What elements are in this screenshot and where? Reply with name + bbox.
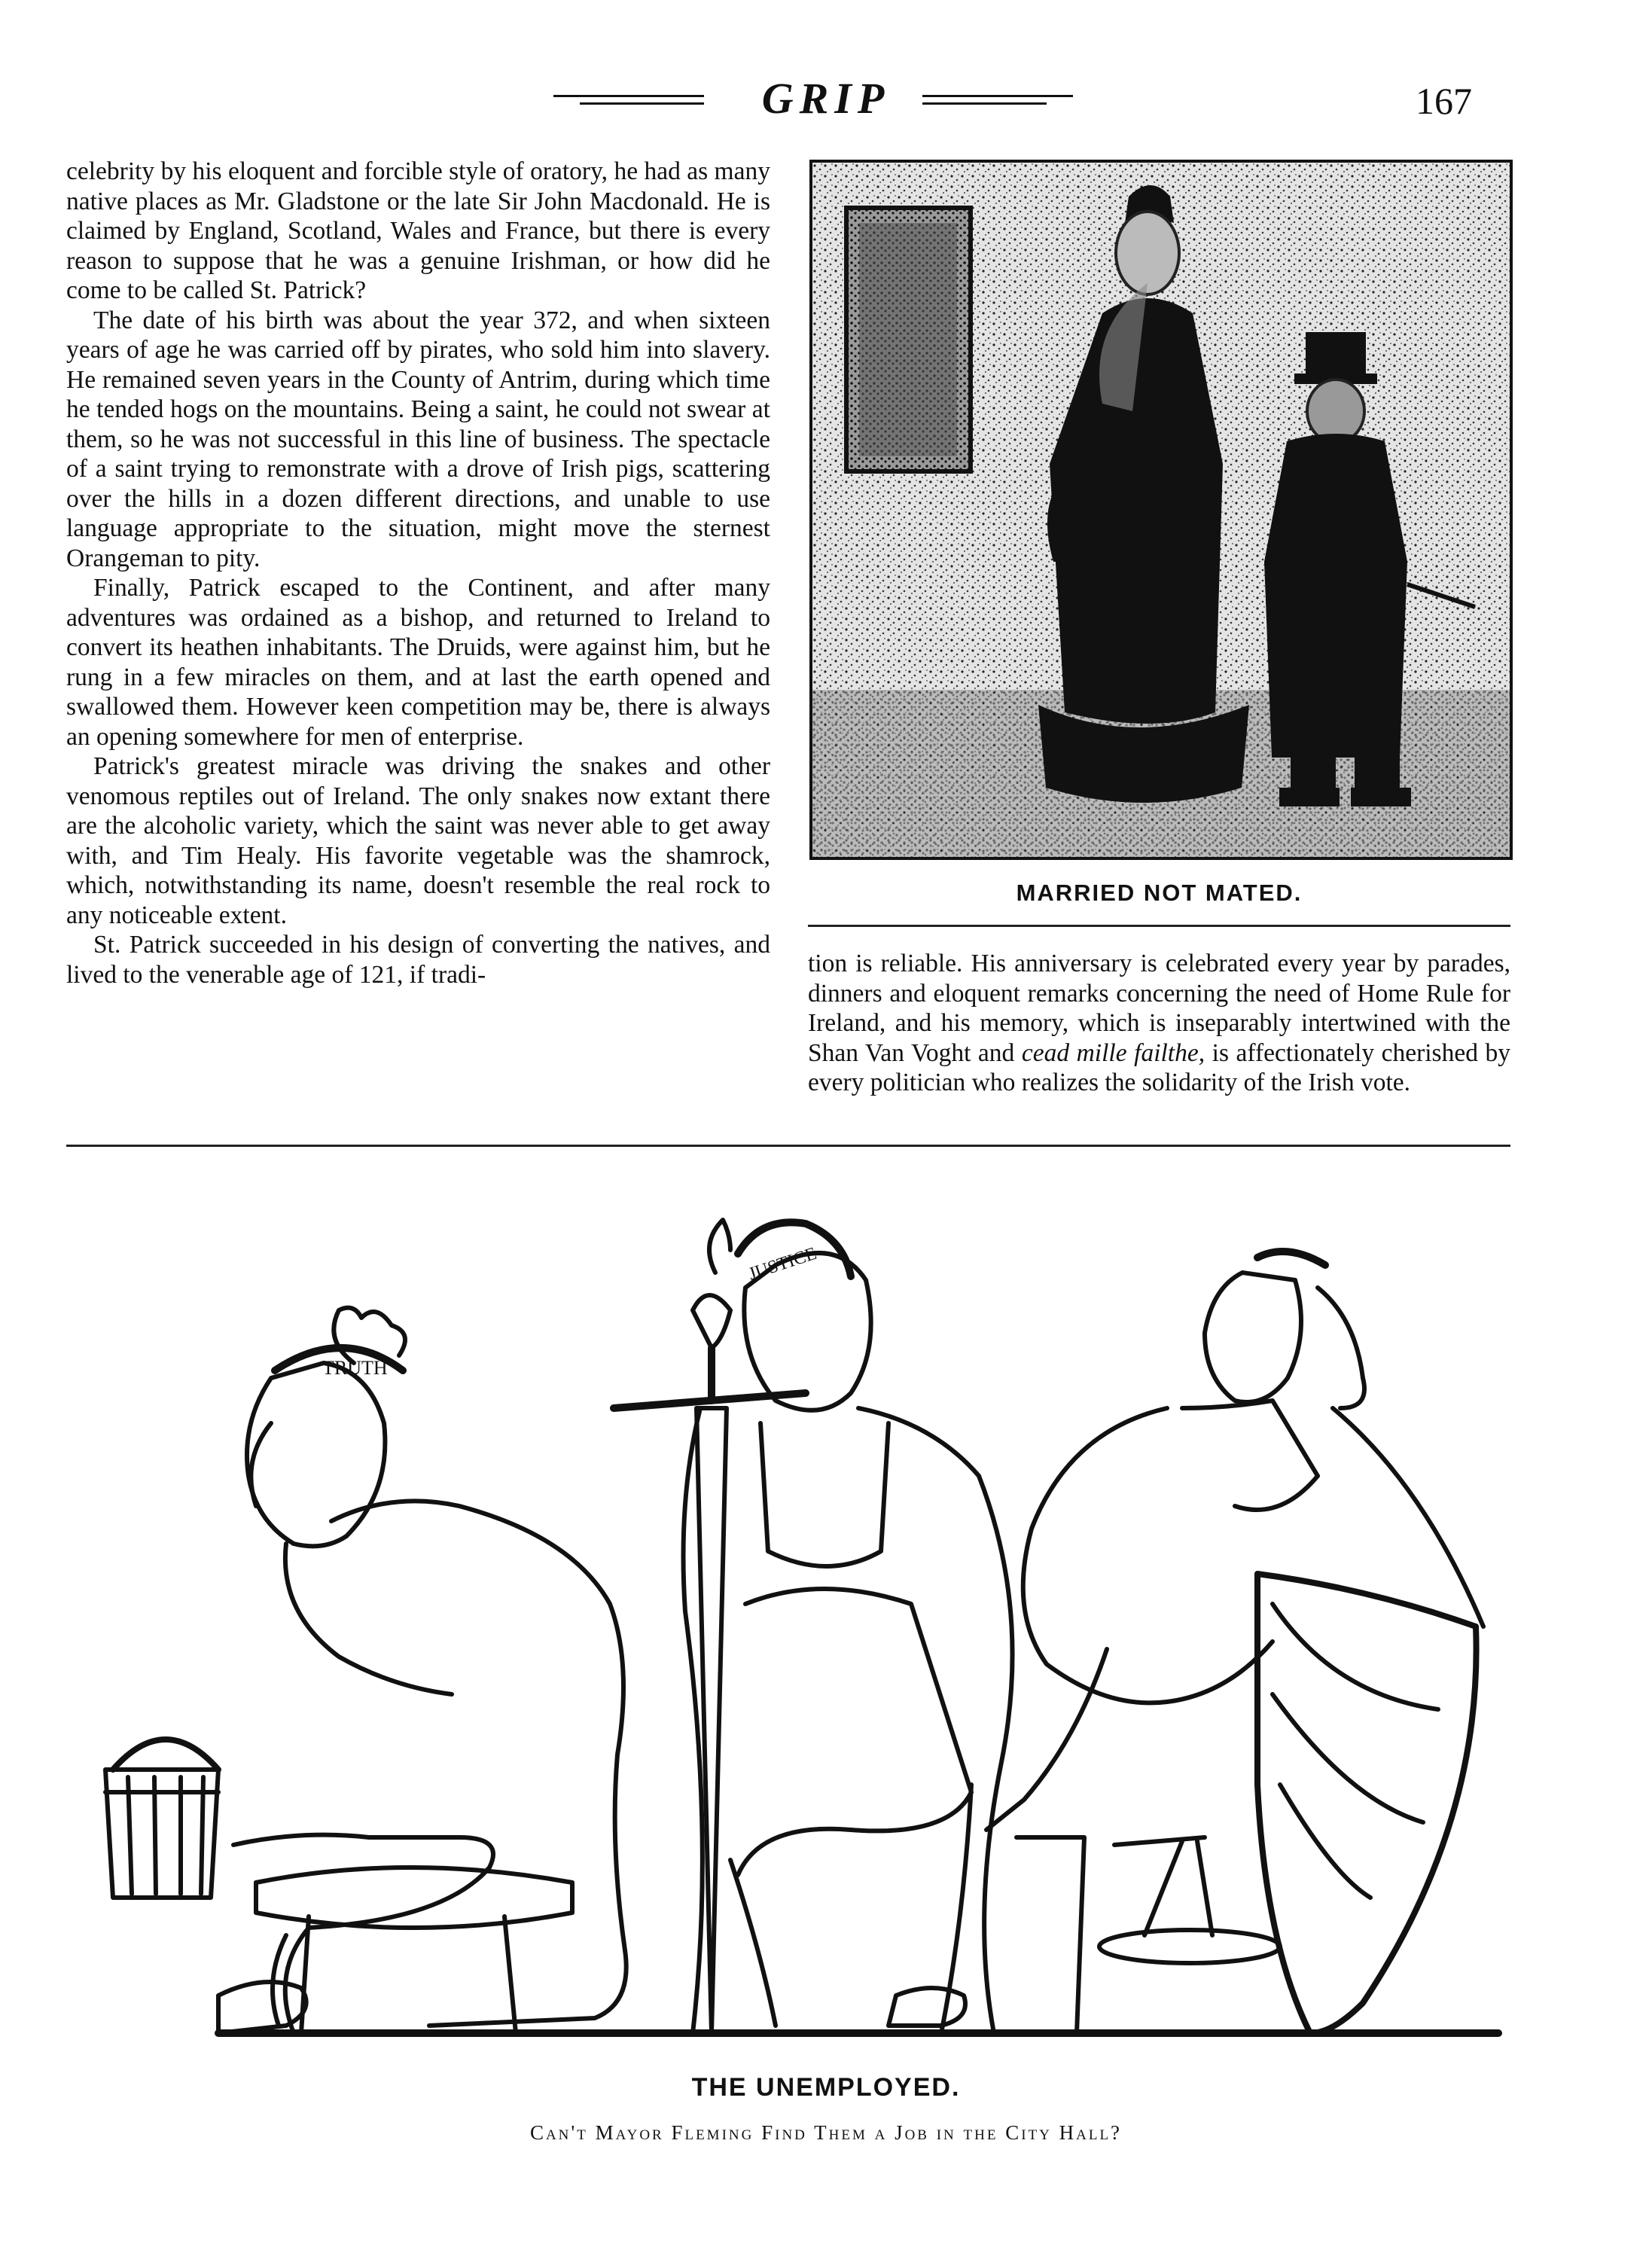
paragraph: celebrity by his eloquent and forcible style of oratory, he had as many native places as Mr. Gladstone or the late Sir John Macdonald. He is claimed by England, Scotland, Wales and France, but there is every reason to suppose that he was a genuine Irishman, or how did he come to be called St. Patrick? — [66, 157, 770, 304]
third-head — [1205, 1273, 1301, 1402]
bucket — [105, 1739, 218, 1898]
text-segment: is affectionately cherished by every politician who realizes the solidarity of the Irish vote. — [808, 1038, 1510, 1096]
caption-divider — [808, 925, 1510, 927]
justice-cloak-right — [858, 1408, 1013, 2033]
paragraph — [808, 949, 1510, 1098]
italic-phrase: cead mille failthe, — [1021, 1038, 1205, 1067]
married-not-mated-illustration — [809, 160, 1513, 860]
article-left-column — [66, 157, 770, 989]
truth-headband-label: TRUTH — [322, 1357, 388, 1379]
truth-figure — [105, 1308, 626, 2033]
justice-figure — [614, 1220, 1280, 2033]
sword — [614, 1295, 806, 2033]
masthead-rule-right — [922, 95, 1073, 97]
paragraph: Finally, Patrick escaped to the Continent, and after many adventures was ordained as a bishop, and returned to Ireland to convert its heathen inhabitants. The Druids, were against him, but he rung in a few miracles on them, and at last the earth opened and swallowed them. However keen competition may be, there is always an opening somewhere for men of enterprise. — [66, 574, 770, 751]
truth-arm-up — [251, 1423, 271, 1506]
third-cloak — [1023, 1408, 1273, 1703]
justice-collar — [760, 1423, 888, 1566]
section-divider — [66, 1145, 1510, 1147]
married-not-mated-drawing — [812, 163, 1510, 857]
the-unemployed-subcaption: Can't Mayor Fleming Find Them a Job in the City Hall? — [529, 2121, 1123, 2144]
shield — [1257, 1574, 1477, 2033]
justice-headband-label: JUSTICE — [745, 1243, 819, 1285]
third-headband — [1257, 1252, 1325, 1265]
the-unemployed-illustration — [83, 1182, 1581, 2063]
justice-robe-right — [941, 1785, 971, 2033]
truth-arm — [285, 1544, 452, 1694]
truth-stool — [256, 1867, 572, 1928]
truth-robe-back — [331, 1501, 626, 2026]
justice-foot — [888, 1988, 965, 2026]
third-collar — [1182, 1401, 1318, 1510]
married-not-mated-caption: MARRIED NOT MATED. — [1016, 880, 1303, 906]
the-unemployed-caption: THE UNEMPLOYED. — [691, 2073, 961, 2102]
paragraph: St. Patrick succeeded in his design of converting the natives, and lived to the venerable age of 121, if tradi- — [66, 931, 770, 989]
justice-robe-fold — [730, 1860, 776, 2026]
paragraph: The date of his birth was about the year 372, and when sixteen years of age he was carried off by pirates, who sold him into slavery. He remained seven years in the County of Antrim, during which time he tended hogs on the mountains. Being a saint, he could not swear at them, so he was not successful in this line of business. The spectacle of a saint trying to remonstrate with a drove of Irish pigs, scattering over the hills in a dozen different directions, and unable to use language appropriate to the situation, might move the sternest Orangeman to pity. — [66, 306, 770, 572]
text-segment: tion is reliable. His anniversary is celebrated every year by parades, dinners and eloquent remarks concerning the need of Home Rule for Ireland, and his memory, which is inseparably intertwined with the Shan Van Voght and — [808, 950, 1510, 1067]
justice-lap — [738, 1589, 971, 1875]
article-right-column — [808, 949, 1510, 1098]
masthead-title: GRIP — [761, 74, 891, 123]
truth-head — [247, 1363, 385, 1546]
third-hand — [1318, 1288, 1364, 1408]
scales — [1099, 1837, 1280, 1963]
the-unemployed-drawing — [83, 1182, 1581, 2063]
third-figure — [986, 1252, 1483, 2033]
justice-chair — [1016, 1837, 1084, 2033]
paragraph: Patrick's greatest miracle was driving the snakes and other venomous reptiles out of Ireland. The only snakes now extant there are the alcoholic variety, which the saint was never able to get away with, and Tim Healy. His favorite vegetable was the shamrock, which, notwithstanding its name, doesn't resemble the real rock to any noticeable extent. — [66, 752, 770, 929]
page-number: 167 — [1416, 80, 1472, 122]
masthead — [0, 72, 1652, 133]
masthead-rule-right-2 — [922, 102, 1047, 105]
justice-hair — [709, 1220, 730, 1273]
